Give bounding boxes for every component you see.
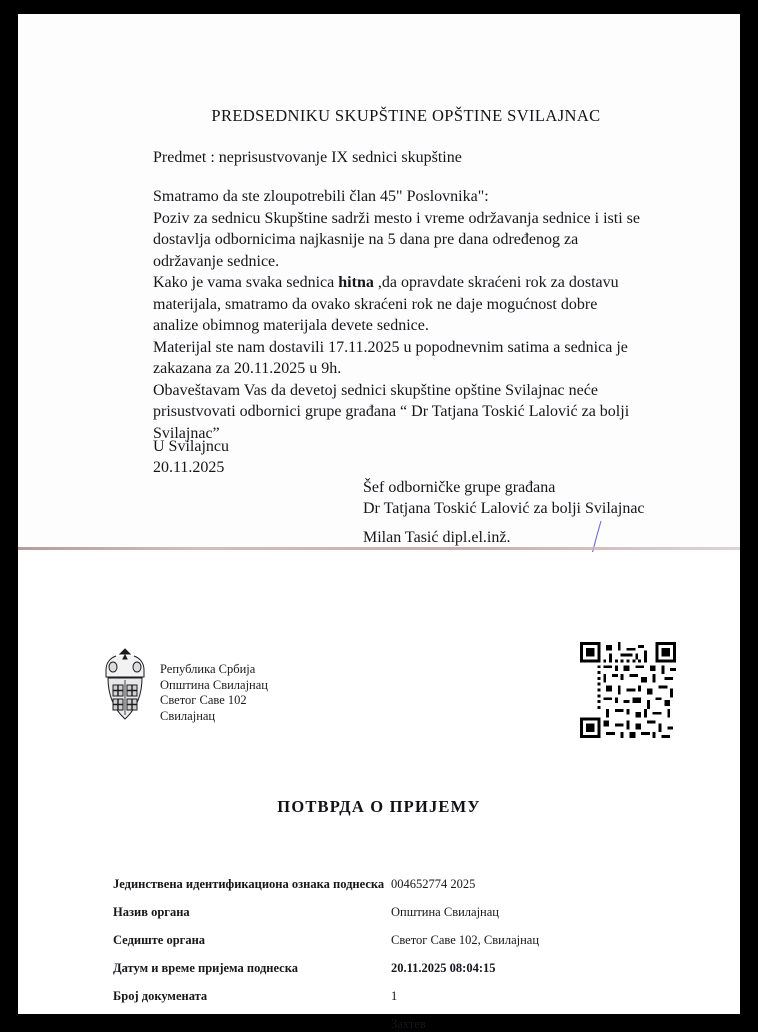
field-value-datetime: 20.11.2025 08:04:15: [391, 961, 496, 975]
letter-title: PREDSEDNIKU SKUPŠTINE OPŠTINE SVILAJNAC: [211, 106, 601, 125]
receipt-fields: [113, 877, 673, 1029]
field-label-doc-count: Број докумената: [113, 989, 208, 1003]
field-value-uid: 004652774 2025: [391, 877, 476, 891]
field-value-org-seat: Светог Саве 102, Свилајнац: [391, 933, 540, 947]
org-line-municipality: Општина Свилајнац: [160, 677, 268, 692]
place-date-block: [153, 436, 229, 478]
org-line-street: Светог Саве 102: [160, 693, 247, 707]
signature-block: [363, 477, 645, 519]
field-label-datetime: Датум и време пријема поднеска: [113, 961, 298, 975]
receipt-row-org-seat: [113, 933, 673, 961]
letter-paragraph-4: Materijal ste nam dostavili 17.11.2025 u popodnevnim satima a sednica je zakazana za 20.11.2025 u 9h.: [153, 338, 628, 377]
receipt-row-doc-count: [113, 989, 673, 1017]
receipt-section: [18, 552, 740, 1031]
signer-name: Milan Tasić dipl.el.inž.: [363, 529, 511, 546]
letter-body: [153, 186, 643, 444]
date: 20.11.2025: [153, 459, 225, 476]
field-value-doc-type: Захтев: [391, 1017, 426, 1031]
emphasis-hitna: hitna: [338, 274, 374, 291]
paper-fold-divider: [18, 547, 740, 550]
field-value-org-name: Општина Свилајнац: [391, 905, 499, 919]
signature-group: Dr Tatjana Toskić Lalović za bolji Svilajnac: [363, 500, 645, 517]
place: U Svilajncu: [153, 438, 229, 455]
receipt-row-uid: [113, 877, 673, 905]
paragraph-3-pre: Kako je vama svaka sednica: [153, 274, 339, 291]
qr-code: [580, 642, 676, 738]
letter-paragraph-2: Poziv za sednicu Skupštine sadrži mesto i vreme održavanja sednice i isti se dostavlja odbornicima najkasnije na 5 dana pre dana određenog za održavanje sednice.: [153, 209, 640, 270]
field-label-uid: Јединствена идентификациона ознака поднеска: [113, 877, 385, 891]
receipt-title: ПОТВРДА О ПРИЈЕМУ: [277, 797, 481, 816]
field-value-doc-count: 1: [391, 989, 398, 1003]
signature-role: Šef odborničke grupe građana: [363, 479, 556, 496]
serbia-coat-of-arms-icon: [96, 647, 154, 723]
org-line-country: Република Србија: [160, 662, 256, 676]
receipt-row-doc-type: [113, 1017, 673, 1029]
letter-paragraph-1: Smatramo da ste zloupotrebili član 45" Poslovnika":: [153, 188, 489, 205]
field-label-org-seat: Седиште органа: [113, 933, 206, 947]
receipt-row-org-name: [113, 905, 673, 933]
letter-paragraph-3: [153, 272, 643, 337]
receipt-row-datetime: [113, 961, 673, 989]
document-page: [18, 14, 740, 1031]
letter-section: [18, 14, 740, 552]
field-label-org-name: Назив органа: [113, 905, 190, 919]
letter-paragraph-5: Obaveštavam Vas da devetoj sednici skupštine opštine Svilajnac neće prisustvovati odbornici grupe građana “ Dr Tatjana Toskić Lalović za bolji Svilajnac”: [153, 381, 630, 442]
paragraph-3-post: ,da opravdate skraćeni rok za dostavu materijala, smatramo da ovako skraćeni rok ne daje mogućnost dobre analize obimnog materijala devete sednice.: [153, 274, 619, 334]
org-line-city: Свилајнац: [160, 708, 216, 723]
organization-address: [160, 662, 268, 724]
letter-subject: Predmet : neprisustvovanje IX sednici skupštine: [153, 149, 462, 166]
